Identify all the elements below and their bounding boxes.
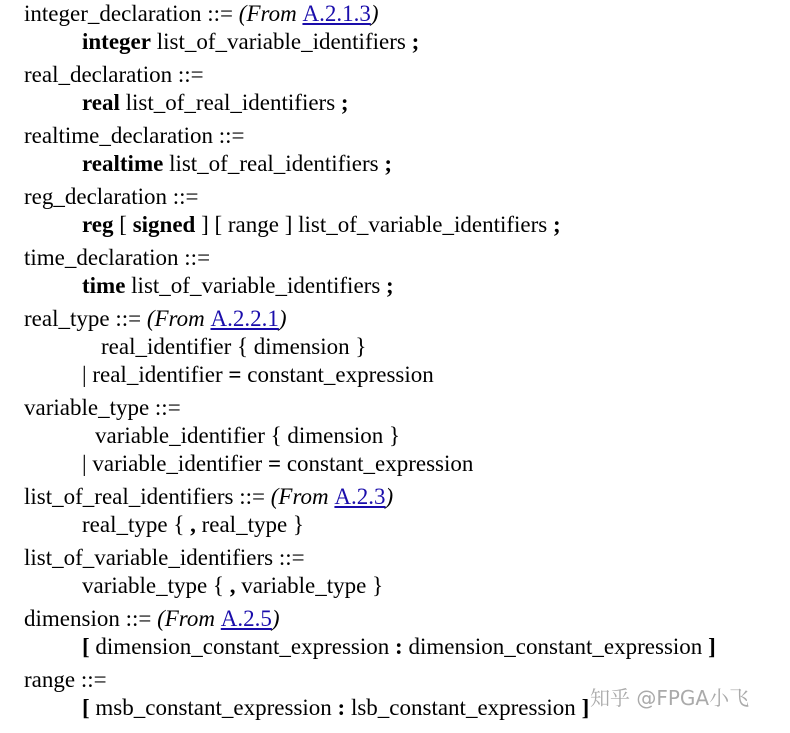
watermark: 知乎 @FPGA小飞	[590, 686, 750, 710]
rule-reg-declaration-body: reg [ signed ] [ range ] list_of_variable_identifiers ;	[82, 212, 561, 237]
rule-real-type-alt-1: real_identifier { dimension }	[101, 334, 367, 359]
ref-link-a-2-2-1[interactable]: A.2.2.1	[210, 306, 279, 331]
keyword-time: time	[82, 273, 126, 298]
rule-realtime-declaration-head: realtime_declaration ::=	[24, 123, 245, 148]
ref-link-a-2-5[interactable]: A.2.5	[220, 606, 272, 631]
rule-time-declaration-body: time list_of_variable_identifiers ;	[82, 273, 394, 298]
rule-range-body: [ msb_constant_expression : lsb_constant_expression ]	[82, 695, 590, 720]
keyword-realtime: realtime	[82, 151, 164, 176]
ref-link-a-2-3[interactable]: A.2.3	[334, 484, 386, 509]
rule-list-of-variable-identifiers-body: variable_type { , variable_type }	[82, 573, 384, 598]
rule-integer-declaration-body: integer list_of_variable_identifiers ;	[82, 29, 420, 54]
rule-real-declaration-body: real list_of_real_identifiers ;	[82, 90, 349, 115]
keyword-integer: integer	[82, 29, 151, 54]
rule-list-of-real-identifiers-body: real_type { , real_type }	[82, 512, 304, 537]
keyword-reg: reg	[82, 212, 114, 237]
rule-real-declaration-head: real_declaration ::=	[24, 62, 204, 87]
ref-link-a-2-1-3[interactable]: A.2.1.3	[302, 1, 371, 26]
keyword-real: real	[82, 90, 120, 115]
rule-list-of-variable-identifiers-head: list_of_variable_identifiers ::=	[24, 545, 305, 570]
rule-variable-type-alt-1: variable_identifier { dimension }	[95, 423, 401, 448]
rule-list-of-real-identifiers-head: list_of_real_identifiers ::= (From A.2.3)	[24, 484, 394, 509]
rule-time-declaration-head: time_declaration ::=	[24, 245, 211, 270]
rule-range-head: range ::=	[24, 667, 107, 692]
rule-real-type-head: real_type ::= (From A.2.2.1)	[24, 306, 287, 331]
keyword-signed: signed	[132, 212, 196, 237]
rule-integer-declaration-head: integer_declaration ::= (From A.2.1.3)	[24, 1, 379, 26]
rule-realtime-declaration-body: realtime list_of_real_identifiers ;	[82, 151, 392, 176]
alternative-bar: |	[82, 451, 93, 476]
rule-dimension-head: dimension ::= (From A.2.5)	[24, 606, 280, 631]
alternative-bar: |	[82, 362, 93, 387]
rule-dimension-body: [ dimension_constant_expression : dimension_constant_expression ]	[82, 634, 716, 659]
rule-variable-type-alt-2: | variable_identifier = constant_expression	[82, 451, 474, 476]
rule-real-type-alt-2: | real_identifier = constant_expression	[82, 362, 434, 387]
rule-reg-declaration-head: reg_declaration ::=	[24, 184, 199, 209]
rule-variable-type-head: variable_type ::=	[24, 395, 181, 420]
